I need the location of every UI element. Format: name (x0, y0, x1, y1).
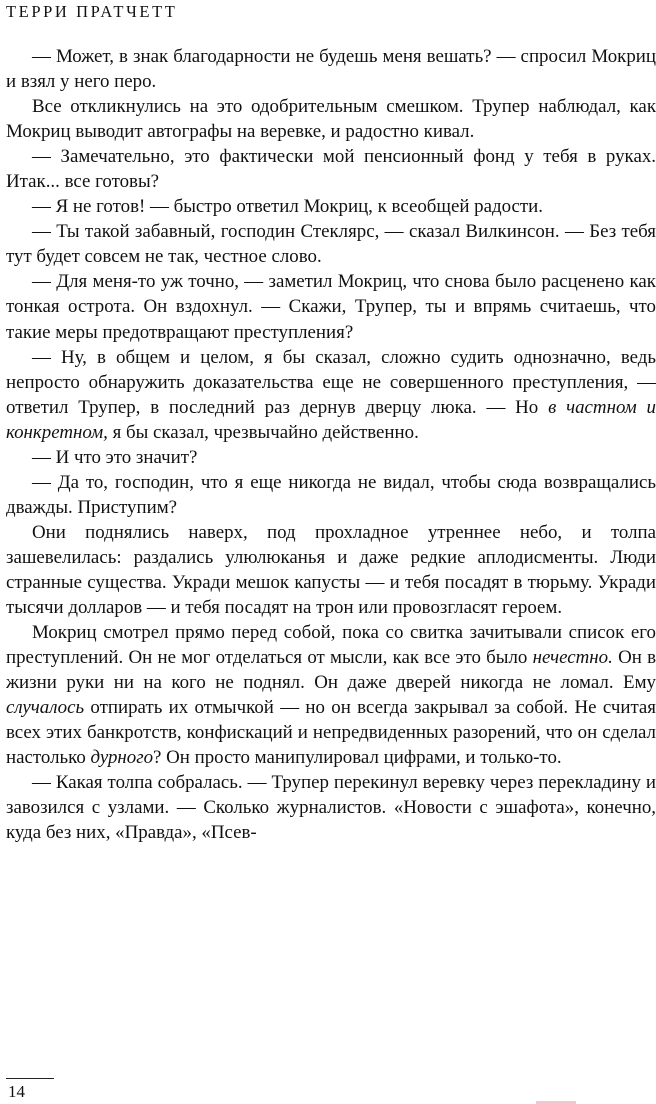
paragraph: Они поднялись наверх, под прохладное утреннее небо, и толпа зашевелилась: раздались улюлюканья и даже редкие аплодисменты. Люди странные существа. Укради мешок капусты — и тебя посадят в тюрьму. Укради тысячи долларов — и тебя посадят на трон или провозгласят героем. (6, 521, 656, 619)
paragraph: — Замечательно, это фактически мой пенсионный фонд у тебя в руках. Итак... все готовы? (6, 146, 656, 193)
italic-phrase: в частном и конкретном, (6, 396, 656, 443)
italic-word: нечестно. (532, 647, 613, 669)
paragraph: — Может, в знак благодарности не будешь меня вешать? — спросил Мокриц и взял у него перо. (6, 46, 656, 93)
page-number: 14 (8, 1082, 25, 1101)
body-text (6, 44, 656, 846)
paragraph: Все откликнулись на это одобрительным смешком. Трупер наблюдал, как Мокриц выводит автографы на веревке, и радостно кивал. (6, 96, 656, 143)
paragraph: — Я не готов! — быстро ответил Мокриц, к всеобщей радости. (32, 196, 543, 218)
paragraph: — И что это значит? (32, 446, 198, 468)
paragraph: — Да то, господин, что я еще никогда не видал, чтобы сюда возвращались дважды. Приступим? (6, 471, 656, 518)
italic-word: случалось (6, 697, 85, 719)
paragraph: — Ну, в общем и целом, я бы сказал, сложно судить однозначно, ведь непросто обнаружить доказательства еще не совершенного преступления, — ответил Трупер, в последний раз дернув дверцу люка. — Но в частном и конкретном, я бы сказал, чрезвычайно действенно. (6, 346, 656, 443)
paragraph: — Какая толпа собралась. — Трупер перекинул веревку через перекладину и завозился с узлами. — Сколько журналистов. «Новости с эшафота», конечно, куда без них, «Правда», «Псев- (6, 772, 656, 844)
footer-rule (6, 1078, 54, 1079)
paragraph: — Ты такой забавный, господин Стеклярс, — сказал Вилкинсон. — Без тебя тут будет совсем не так, честное слово. (6, 221, 656, 268)
italic-word: дурного (90, 747, 154, 769)
running-head: ТЕРРИ ПРАТЧЕТТ (6, 2, 178, 21)
paragraph: — Для меня-то уж точно, — заметил Мокриц, что снова было расценено как тонкая острота. Он вздохнул. — Скажи, Трупер, ты и впрямь считаешь, что такие меры предотвращают преступления? (6, 271, 656, 343)
paragraph: Мокриц смотрел прямо перед собой, пока со свитка зачитывали список его преступлений. Он не мог отделаться от мысли, как все это было нечестно. Он в жизни руки ни на кого не поднял. Он даже дверей никогда не ломал. Ему случалось отпирать их отмычкой — но он всегда закрывал за собой. Не считая всех этих банкротств, конфискаций и непредвиденных разорений, что он сделал настолько дурного? Он просто манипулировал цифрами, и только-то. (6, 622, 656, 769)
